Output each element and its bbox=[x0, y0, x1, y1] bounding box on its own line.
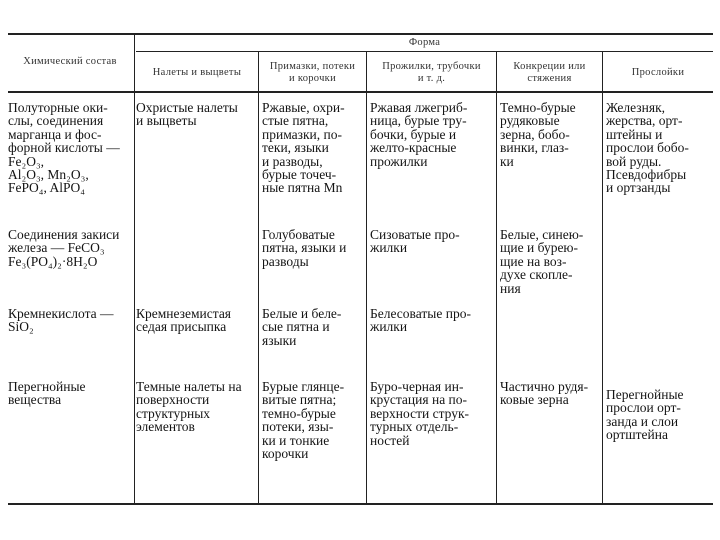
row1-veins: Ржавая лжегриб- ница, бурые тру- бочки, бурые и желто-красные прожилки bbox=[370, 100, 468, 169]
row4-concretions: Частично рудя- ковые зерна bbox=[500, 379, 589, 408]
col-divider-4 bbox=[496, 52, 497, 503]
col-divider-3 bbox=[366, 52, 367, 503]
row3-veins: Белесоватые про- жилки bbox=[370, 306, 471, 335]
row1-chemical: Полуторные оки- слы, соединения марганца и фос- форной кислоты — Fe₂O₃, Al₂O₃, Mn₂O₃, FePO₄, AlPO₄ bbox=[8, 100, 120, 196]
row2-veins: Сизоватые про- жилки bbox=[370, 227, 460, 256]
row2-concretions: Белые, синею- щие и бурею- щие на воз- духе скопле- ния bbox=[500, 227, 584, 296]
col-divider-5 bbox=[602, 52, 603, 503]
header-form: Форма bbox=[408, 37, 441, 48]
row1-layers: Железняк, жерства, орт- штейны и прослои бобо- вой руды. Псевдофибры и ортзанды bbox=[606, 100, 689, 196]
bottom-rule bbox=[8, 503, 713, 505]
row4-smears: Бурые глянце- витые пятна; темно-бурые потеки, язы- ки и тонкие корочки bbox=[262, 379, 345, 462]
row3-smears: Белые и беле- сые пятна и языки bbox=[262, 306, 342, 348]
header-col-coatings: Налеты и выцветы bbox=[152, 67, 242, 78]
row1-coatings: Охристые налеты и выцветы bbox=[136, 100, 238, 129]
row3-chemical: Кремнекислота — SiO₂ bbox=[8, 306, 114, 335]
row2-smears: Голубоватые пятна, языки и разводы bbox=[262, 227, 347, 269]
row4-layers: Перегнойные прослои орт- занда и слои ортштейна bbox=[606, 387, 684, 443]
top-rule bbox=[8, 33, 713, 35]
row2-chemical: Соединения закиси железа — FeCO₃ Fe₃(PO₄)₂·8H₂O bbox=[8, 227, 120, 269]
row3-coatings: Кремнеземистая седая присыпка bbox=[136, 306, 232, 335]
row4-veins: Буро-черная ин- крустация на по- верхности струк- турных отдель- ностей bbox=[370, 379, 470, 448]
header-col-smears: Примазки, потеки и корочки bbox=[269, 61, 356, 84]
row1-concretions: Темно-бурые рудяковые зерна, бобо- винки, глаз- ки bbox=[500, 100, 576, 169]
col-divider-1 bbox=[134, 34, 135, 503]
row1-smears: Ржавые, охри- стые пятна, примазки, по- теки, языки и разводы, бурые точеч- ные пятна Mn bbox=[262, 100, 345, 196]
header-col-concretions: Конкреции или стяжения bbox=[513, 61, 586, 84]
row4-chemical: Перегнойные вещества bbox=[8, 379, 86, 408]
header-col-layers: Прослойки bbox=[631, 67, 685, 78]
row4-coatings: Темные налеты на поверхности структурных элементов bbox=[136, 379, 242, 435]
header-subrule bbox=[136, 51, 713, 52]
header-chemical-composition: Химический состав bbox=[23, 56, 117, 67]
header-col-veins: Прожилки, трубочки и т. д. bbox=[382, 61, 481, 84]
header-bottom-rule bbox=[8, 91, 713, 93]
col-divider-2 bbox=[258, 52, 259, 503]
